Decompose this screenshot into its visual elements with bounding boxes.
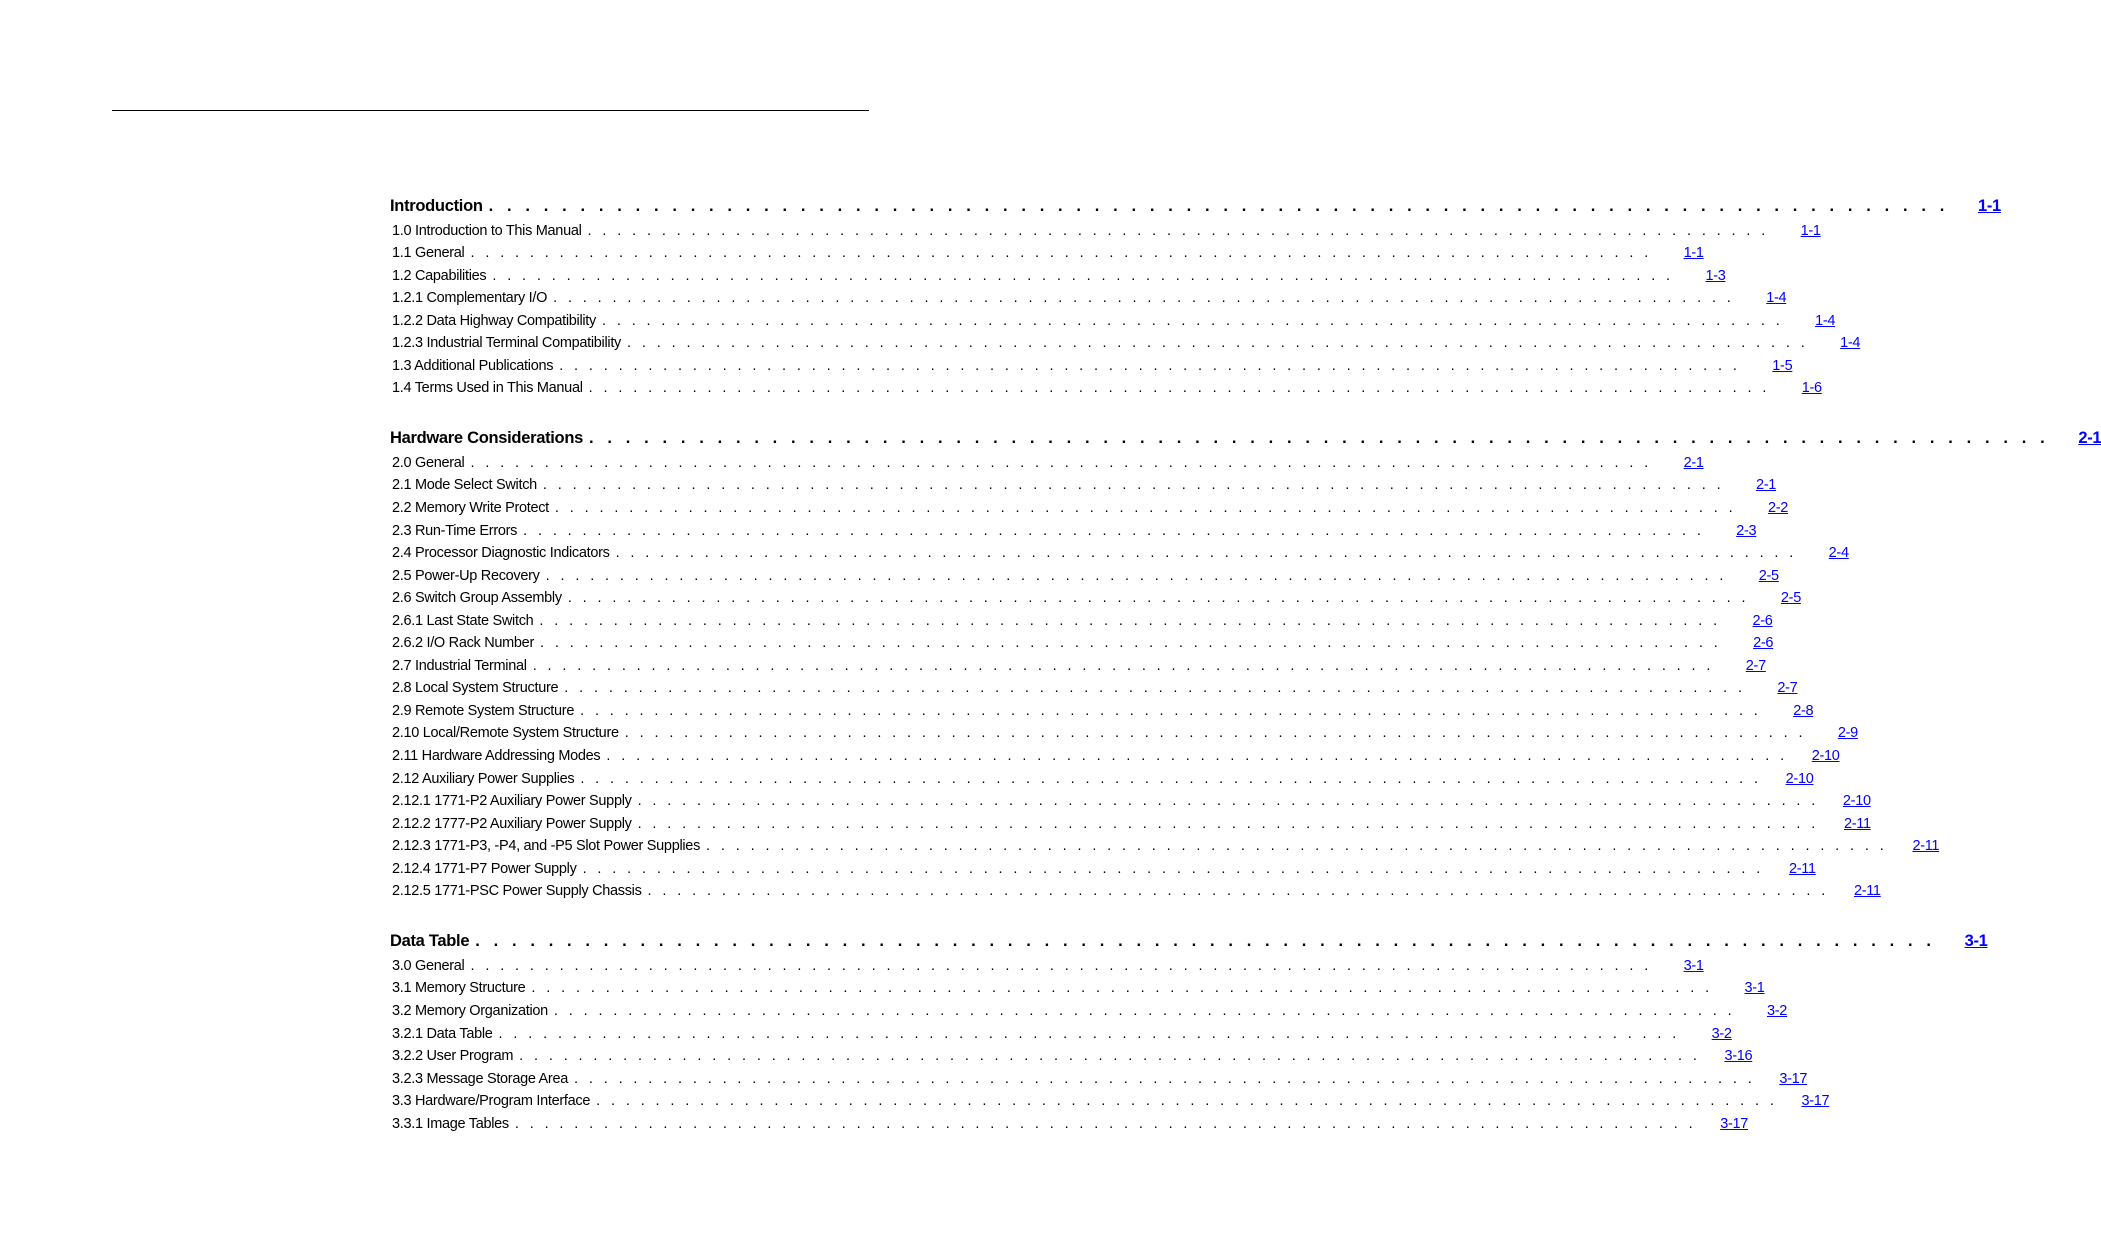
toc-entry-title: 2.5 Power-Up Recovery — [392, 567, 540, 584]
toc-entry-title: 3.2 Memory Organization — [392, 1002, 548, 1019]
page-number-link[interactable]: 3-16 — [1724, 1048, 1753, 1065]
toc-entry — [390, 261, 1726, 284]
page-number-link[interactable]: 2-9 — [1837, 725, 1858, 742]
page-number-link[interactable]: 2-10 — [1842, 793, 1871, 810]
dot-leader: . . . . . . . . . . . . . . . . . . . . . . . . . . . . . . . . . . . . . . . . . . . . . . . . . . . . . . . . . . . . . . . . . . . . . . . . . . . . . . . . — [553, 1002, 1736, 1019]
dot-leader: . . . . . . . . . . . . . . . . . . . . . . . . . . . . . . . . . . . . . . . . . . . . . . . . . . . . . . . . . . . . . . . . . . . . . . . . . . . . . . . . — [553, 290, 1735, 307]
toc-entry-title: 2.12 Auxiliary Power Supplies — [392, 770, 575, 787]
toc-entry-title: 2.10 Local/Remote System Structure — [392, 725, 619, 742]
table-of-contents — [390, 188, 2101, 1156]
page-number-link[interactable]: 2-1 — [1756, 477, 1777, 494]
toc-entry-title: 2.6 Switch Group Assembly — [392, 590, 562, 607]
toc-entry — [390, 696, 1814, 719]
toc-entry — [390, 561, 1779, 584]
toc-entry-title: 3.2.1 Data Table — [392, 1025, 493, 1042]
toc-entry — [390, 1042, 1753, 1065]
dot-leader: . . . . . . . . . . . . . . . . . . . . . . . . . . . . . . . . . . . . . . . . . . . . . . . . . . . . . . . . . . . . . . . . . . . . . . . . . . . . . . . . — [554, 500, 1737, 517]
dot-leader: . . . . . . . . . . . . . . . . . . . . . . . . . . . . . . . . . . . . . . . . . . . . . . . . . . . . . . . . . . . . . . . . . . . . . . . . . . . . . . . . — [519, 1048, 1701, 1065]
dot-leader: . . . . . . . . . . . . . . . . . . . . . . . . . . . . . . . . . . . . . . . . . . . . . . . . . . . . . . . . . . . . . . . . . . . . . . . . . . . . . . . . — [475, 932, 1936, 951]
dot-leader: . . . . . . . . . . . . . . . . . . . . . . . . . . . . . . . . . . . . . . . . . . . . . . . . . . . . . . . . . . . . . . . . . . . . . . . . . . . . . . . . — [470, 245, 1652, 262]
toc-entry-title: 1.1 General — [392, 245, 465, 262]
toc-entry-title: 2.7 Industrial Terminal — [392, 657, 527, 674]
dot-leader: . . . . . . . . . . . . . . . . . . . . . . . . . . . . . . . . . . . . . . . . . . . . . . . . . . . . . . . . . . . . . . . . . . . . . . . . . . . . . . . . — [587, 222, 1769, 239]
dot-leader: . . . . . . . . . . . . . . . . . . . . . . . . . . . . . . . . . . . . . . . . . . . . . . . . . . . . . . . . . . . . . . . . . . . . . . . . . . . . . . . . — [647, 883, 1829, 900]
toc-entry-title: 2.12.4 1771-P7 Power Supply — [392, 860, 577, 877]
dot-leader: . . . . . . . . . . . . . . . . . . . . . . . . . . . . . . . . . . . . . . . . . . . . . . . . . . . . . . . . . . . . . . . . . . . . . . . . . . . . . . . . — [589, 429, 2050, 448]
dot-leader: . . . . . . . . . . . . . . . . . . . . . . . . . . . . . . . . . . . . . . . . . . . . . . . . . . . . . . . . . . . . . . . . . . . . . . . . . . . . . . . . — [615, 545, 1797, 562]
toc-entry-title: 1.2.3 Industrial Terminal Compatibility — [392, 335, 622, 352]
page-number-link[interactable]: 2-5 — [1758, 567, 1779, 584]
toc-entry-title: 2.6.1 Last State Switch — [392, 612, 534, 629]
dot-leader: . . . . . . . . . . . . . . . . . . . . . . . . . . . . . . . . . . . . . . . . . . . . . . . . . . . . . . . . . . . . . . . . . . . . . . . . . . . . . . . . — [470, 454, 1652, 471]
toc-entry — [390, 651, 1766, 674]
chapter-heading — [390, 188, 2001, 216]
toc-entry — [390, 974, 1765, 997]
toc-entry — [390, 239, 1704, 262]
toc-entry-title: 2.0 General — [392, 454, 465, 471]
page-number-link[interactable]: 1-1 — [1977, 197, 2001, 215]
page-number-link[interactable]: 1-6 — [1801, 380, 1822, 397]
toc-entry — [390, 306, 1836, 329]
toc-entry — [390, 741, 1840, 765]
toc-entry — [390, 448, 1704, 471]
dot-leader: . . . . . . . . . . . . . . . . . . . . . . . . . . . . . . . . . . . . . . . . . . . . . . . . . . . . . . . . . . . . . . . . . . . . . . . . . . . . . . . . — [470, 957, 1652, 974]
toc-entry-title: 2.12.5 1771-PSC Power Supply Chassis — [392, 883, 642, 900]
toc-entry — [390, 1019, 1732, 1042]
toc-section — [390, 923, 1988, 1132]
toc-entry — [390, 674, 1798, 697]
toc-entry-title: 2.1 Mode Select Switch — [392, 477, 537, 494]
page-number-link[interactable]: 3-2 — [1711, 1025, 1732, 1042]
dot-leader: . . . . . . . . . . . . . . . . . . . . . . . . . . . . . . . . . . . . . . . . . . . . . . . . . . . . . . . . . . . . . . . . . . . . . . . . . . . . . . . . — [532, 657, 1714, 674]
page-number-link[interactable]: 3-17 — [1720, 1115, 1749, 1132]
toc-entry-title: 2.2 Memory Write Protect — [392, 500, 549, 517]
page-number-link[interactable]: 1-5 — [1772, 357, 1793, 374]
chapter-heading-title: Introduction — [390, 197, 483, 215]
toc-entry — [390, 584, 1801, 607]
chapter-heading — [390, 420, 2101, 448]
page-number-link[interactable]: 2-5 — [1780, 590, 1801, 607]
toc-entry — [390, 809, 1871, 832]
dot-leader: . . . . . . . . . . . . . . . . . . . . . . . . . . . . . . . . . . . . . . . . . . . . . . . . . . . . . . . . . . . . . . . . . . . . . . . . . . . . . . . . — [542, 477, 1725, 494]
dot-leader: . . . . . . . . . . . . . . . . . . . . . . . . . . . . . . . . . . . . . . . . . . . . . . . . . . . . . . . . . . . . . . . . . . . . . . . . . . . . . . . . — [601, 312, 1784, 329]
toc-entry — [390, 539, 1849, 562]
page-number-link[interactable]: 3-1 — [1744, 980, 1765, 997]
toc-entry-title: 3.3.1 Image Tables — [392, 1115, 509, 1132]
dot-leader: . . . . . . . . . . . . . . . . . . . . . . . . . . . . . . . . . . . . . . . . . . . . . . . . . . . . . . . . . . . . . . . . . . . . . . . . . . . . . . . . — [514, 1115, 1697, 1132]
dot-leader: . . . . . . . . . . . . . . . . . . . . . . . . . . . . . . . . . . . . . . . . . . . . . . . . . . . . . . . . . . . . . . . . . . . . . . . . . . . . . . . . — [498, 1025, 1680, 1042]
page-number-link[interactable]: 1-4 — [1840, 335, 1861, 352]
page-number-link[interactable]: 2-8 — [1793, 702, 1814, 719]
page-number-link[interactable]: 2-10 — [1785, 770, 1814, 787]
toc-entry-title: 1.3 Additional Publications — [392, 357, 554, 374]
toc-entry — [390, 629, 1774, 652]
toc-entry-title: 2.11 Hardware Addressing Modes — [392, 748, 601, 765]
toc-entry — [390, 832, 1940, 855]
toc-entry — [390, 877, 1881, 900]
page-number-link[interactable]: 1-4 — [1815, 312, 1836, 329]
dot-leader: . . . . . . . . . . . . . . . . . . . . . . . . . . . . . . . . . . . . . . . . . . . . . . . . . . . . . . . . . . . . . . . . . . . . . . . . . . . . . . . . — [706, 838, 1888, 855]
dot-leader: . . . . . . . . . . . . . . . . . . . . . . . . . . . . . . . . . . . . . . . . . . . . . . . . . . . . . . . . . . . . . . . . . . . . . . . . . . . . . . . . — [580, 702, 1762, 719]
toc-entry-title: 1.0 Introduction to This Manual — [392, 222, 582, 239]
page-number-link[interactable]: 2-11 — [1853, 883, 1881, 900]
page-number-link[interactable]: 2-2 — [1768, 500, 1789, 517]
toc-entry — [390, 493, 1789, 517]
toc-section — [390, 420, 2101, 900]
dot-leader: . . . . . . . . . . . . . . . . . . . . . . . . . . . . . . . . . . . . . . . . . . . . . . . . . . . . . . . . . . . . . . . . . . . . . . . . . . . . . . . . — [539, 635, 1722, 652]
page-number-link[interactable]: 1-4 — [1766, 290, 1787, 307]
toc-entry — [390, 1087, 1830, 1110]
toc-entry — [390, 606, 1773, 629]
page-number-link[interactable]: 2-7 — [1777, 680, 1798, 697]
page-number-link[interactable]: 1-3 — [1705, 267, 1726, 284]
chapter-heading — [390, 923, 1988, 951]
page-number-link[interactable]: 2-3 — [1736, 522, 1757, 539]
toc-entry-title: 2.6.2 I/O Rack Number — [392, 635, 534, 652]
toc-entry — [390, 854, 1816, 877]
dot-leader: . . . . . . . . . . . . . . . . . . . . . . . . . . . . . . . . . . . . . . . . . . . . . . . . . . . . . . . . . . . . . . . . . . . . . . . . . . . . . . . . — [574, 1070, 1756, 1087]
toc-entry-title: 3.3 Hardware/Program Interface — [392, 1093, 591, 1110]
dot-leader: . . . . . . . . . . . . . . . . . . . . . . . . . . . . . . . . . . . . . . . . . . . . . . . . . . . . . . . . . . . . . . . . . . . . . . . . . . . . . . . . — [567, 590, 1749, 607]
page-number-link[interactable]: 3-2 — [1767, 1002, 1788, 1019]
dot-leader: . . . . . . . . . . . . . . . . . . . . . . . . . . . . . . . . . . . . . . . . . . . . . . . . . . . . . . . . . . . . . . . . . . . . . . . . . . . . . . . . — [627, 335, 1809, 352]
toc-entry — [390, 374, 1822, 397]
page-number-link[interactable]: 1-1 — [1683, 245, 1704, 262]
toc-entry-title: 2.4 Processor Diagnostic Indicators — [392, 545, 610, 562]
dot-leader: . . . . . . . . . . . . . . . . . . . . . . . . . . . . . . . . . . . . . . . . . . . . . . . . . . . . . . . . . . . . . . . . . . . . . . . . . . . . . . . . — [596, 1093, 1778, 1110]
chapter-heading-title: Hardware Considerations — [390, 429, 583, 448]
dot-leader: . . . . . . . . . . . . . . . . . . . . . . . . . . . . . . . . . . . . . . . . . . . . . . . . . . . . . . . . . . . . . . . . . . . . . . . . . . . . . . . . — [637, 815, 1819, 832]
dot-leader: . . . . . . . . . . . . . . . . . . . . . . . . . . . . . . . . . . . . . . . . . . . . . . . . . . . . . . . . . . . . . . . . . . . . . . . . . . . . . . . . — [624, 725, 1806, 742]
page-number-link[interactable]: 3-1 — [1683, 957, 1704, 974]
page-number-link[interactable]: 3-17 — [1779, 1070, 1808, 1087]
toc-entry — [390, 1109, 1749, 1132]
toc-entry — [390, 1064, 1808, 1087]
toc-entry — [390, 471, 1777, 494]
page-number-link[interactable]: 3-17 — [1801, 1093, 1830, 1110]
toc-entry — [390, 284, 1787, 307]
page-number-link[interactable]: 2-6 — [1752, 612, 1773, 629]
toc-entry-title: 1.2 Capabilities — [392, 267, 487, 284]
toc-entry — [390, 787, 1871, 810]
toc-entry-title: 1.2.2 Data Highway Compatibility — [392, 312, 596, 329]
header-rule — [112, 110, 869, 111]
toc-entry-title: 2.12.3 1771-P3, -P4, and -P5 Slot Power Supplies — [392, 838, 701, 855]
toc-entry-title: 2.12.1 1771-P2 Auxiliary Power Supply — [392, 793, 632, 810]
toc-entry — [390, 719, 1858, 742]
dot-leader: . . . . . . . . . . . . . . . . . . . . . . . . . . . . . . . . . . . . . . . . . . . . . . . . . . . . . . . . . . . . . . . . . . . . . . . . . . . . . . . . — [637, 793, 1819, 810]
dot-leader: . . . . . . . . . . . . . . . . . . . . . . . . . . . . . . . . . . . . . . . . . . . . . . . . . . . . . . . . . . . . . . . . . . . . . . . . . . . . . . . . — [488, 197, 1949, 215]
page-number-link[interactable]: 2-6 — [1753, 635, 1774, 652]
toc-entry — [390, 329, 1861, 352]
dot-leader: . . . . . . . . . . . . . . . . . . . . . . . . . . . . . . . . . . . . . . . . . . . . . . . . . . . . . . . . . . . . . . . . . . . . . . . . . . . . . . . . — [582, 860, 1764, 877]
dot-leader: . . . . . . . . . . . . . . . . . . . . . . . . . . . . . . . . . . . . . . . . . . . . . . . . . . . . . . . . . . . . . . . . . . . . . . . . . . . . . . . . — [559, 357, 1741, 374]
toc-section — [390, 188, 2001, 397]
dot-leader: . . . . . . . . . . . . . . . . . . . . . . . . . . . . . . . . . . . . . . . . . . . . . . . . . . . . . . . . . . . . . . . . . . . . . . . . . . . . . . . . — [580, 770, 1762, 787]
toc-entry — [390, 516, 1757, 539]
page-number-link[interactable]: 2-10 — [1811, 748, 1840, 765]
toc-entry — [390, 216, 1821, 239]
dot-leader: . . . . . . . . . . . . . . . . . . . . . . . . . . . . . . . . . . . . . . . . . . . . . . . . . . . . . . . . . . . . . . . . . . . . . . . . . . . . . . . . — [531, 980, 1713, 997]
dot-leader: . . . . . . . . . . . . . . . . . . . . . . . . . . . . . . . . . . . . . . . . . . . . . . . . . . . . . . . . . . . . . . . . . . . . . . . . . . . . . . . . — [539, 612, 1721, 629]
dot-leader: . . . . . . . . . . . . . . . . . . . . . . . . . . . . . . . . . . . . . . . . . . . . . . . . . . . . . . . . . . . . . . . . . . . . . . . . . . . . . . . . — [606, 748, 1788, 765]
toc-entry-title: 3.0 General — [392, 957, 465, 974]
dot-leader: . . . . . . . . . . . . . . . . . . . . . . . . . . . . . . . . . . . . . . . . . . . . . . . . . . . . . . . . . . . . . . . . . . . . . . . . . . . . . . . . — [588, 380, 1770, 397]
page-number-link[interactable]: 2-4 — [1828, 545, 1849, 562]
page-number-link[interactable]: 2-7 — [1745, 657, 1766, 674]
dot-leader: . . . . . . . . . . . . . . . . . . . . . . . . . . . . . . . . . . . . . . . . . . . . . . . . . . . . . . . . . . . . . . . . . . . . . . . . . . . . . . . . — [545, 567, 1727, 584]
page-number-link[interactable]: 2-11 — [1843, 815, 1871, 832]
page-number-link[interactable]: 2-11 — [1912, 838, 1940, 855]
page-number-link[interactable]: 2-1 — [2078, 429, 2101, 448]
chapter-heading-title: Data Table — [390, 932, 470, 951]
toc-entry-title: 3.1 Memory Structure — [392, 980, 526, 997]
page-number-link[interactable]: 2-1 — [1683, 454, 1704, 471]
toc-entry-title: 2.12.2 1777-P2 Auxiliary Power Supply — [392, 815, 632, 832]
toc-entry — [390, 951, 1704, 974]
dot-leader: . . . . . . . . . . . . . . . . . . . . . . . . . . . . . . . . . . . . . . . . . . . . . . . . . . . . . . . . . . . . . . . . . . . . . . . . . . . . . . . . — [564, 680, 1746, 697]
page-number-link[interactable]: 3-1 — [1964, 932, 1988, 951]
toc-entry-title: 2.9 Remote System Structure — [392, 702, 575, 719]
toc-entry — [390, 996, 1788, 1019]
toc-entry-title: 2.8 Local System Structure — [392, 680, 559, 697]
toc-entry-title: 1.2.1 Complementary I/O — [392, 290, 548, 307]
toc-entry-title: 1.4 Terms Used in This Manual — [392, 380, 583, 397]
toc-entry — [390, 764, 1814, 787]
toc-entry-title: 3.2.2 User Program — [392, 1048, 514, 1065]
toc-entry-title: 2.3 Run-Time Errors — [392, 522, 518, 539]
page-number-link[interactable]: 2-11 — [1788, 860, 1816, 877]
page-number-link[interactable]: 1-1 — [1800, 222, 1821, 239]
dot-leader: . . . . . . . . . . . . . . . . . . . . . . . . . . . . . . . . . . . . . . . . . . . . . . . . . . . . . . . . . . . . . . . . . . . . . . . . . . . . . . . . — [523, 522, 1705, 539]
toc-entry-title: 3.2.3 Message Storage Area — [392, 1070, 568, 1087]
toc-entry — [390, 351, 1793, 374]
dot-leader: . . . . . . . . . . . . . . . . . . . . . . . . . . . . . . . . . . . . . . . . . . . . . . . . . . . . . . . . . . . . . . . . . . . . . . . . . . . . . . . . — [492, 267, 1674, 284]
